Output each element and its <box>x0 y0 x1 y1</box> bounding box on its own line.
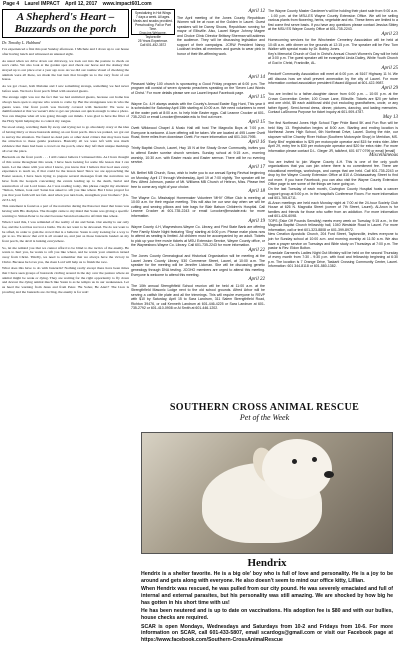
page-header <box>0 0 400 8</box>
article-paragraph: So, let me remind you that we cannot afford to be blind to the tactics of the enemy. He wants to hurt you, he wants to sift you like wheat, and he wants your attention turned away from Christ. Thirdly, we need to remember that we always have the victory in Christ. Because he loves you, the risen Lord will help us to finish the race. <box>2 245 129 264</box>
pet-description <box>141 571 393 646</box>
article-paragraph: As usual when we drive down our driveway, we look out into the pasture to check on son's cattle. We also look at the garden spot and check our horse and the donkey that strayed up to our place over a year ago now. As we did our routine visual of checking the animals were all there, we made the last turn that brought us to the very front of our house. <box>2 58 129 82</box>
pet-name: Hendrix <box>247 557 287 569</box>
events-list-a <box>177 9 265 56</box>
event-item: May 13 The first Northeast Jones High School Tiger Pride Band 5K and Fun Run will be held May 13. Registration begins at 8:00 a.m. Starting and ending location is Northeast Jones High School, 6th Northeast Drive, Laurel. During the ride, our stopover will be Chantry River Hollow (Southern Motorcycle Shop) in Meridian, MS. 'Early Bird' registration is $25 per motorcycle operator and $15 for extra rider. After April 29, entry fee is $30 per motorcycle operator and $20 for extra rider. For more information please contact D.L. Gieger JR, talk/text, 601 677 0799 or email [email] <box>268 114 398 153</box>
event-item: April 18 The Wayne Co. Mississippi Homemaker Volunteer 'MHV' Office Club is meeting at 10:00 a.m. for their regular meeting. This will also be our sew day when we will be cutting and sewing pillows and tote bags for Blair Batson Children's Hospital. Call Leanne Crocker at 601-735-2243 or email Lcrocker@msstate.edu for more information. <box>131 189 265 219</box>
event-item: Al-Anon meetings are held each Monday night at 7:00 at the 24-hour Society Club House at 626 N. Magnolia Street (corner of 7th Street, Laurel). Al-Anon is for families and friends for those who suffer from an addiction. For more information call 601-426-6098. <box>268 200 398 219</box>
article-title-line1: A Shepherd's Heart – <box>16 11 115 23</box>
event-item: Rosedale Garment's Ladies Night Out Ministry will be held on the second Thursday of every month from 7:30 - 9:30 p.m. with food and fellowship beginning at 6:30 p.m. The location is 7 Orange Drive, Taskarti Crossing Community Center, Laurel. Information: 601 344-8118 or 601-580-1382. <box>268 250 398 269</box>
dog-eye-shape <box>312 457 317 462</box>
event-item: April 15 Wayne Co. 4-H always assists with the County's Annual Easter Egg Hunt, This year it is scheduled for Saturday April 15th starting at 10:00 a.m. We need volunteers to meet at the water park at 8:00 a.m. to help hide Easter eggs. Call Leanne Crocker at 601-735-2243 or email Lcrocker@msstate.edu to find out more. <box>131 95 265 120</box>
event-item: April 23 Homecoming services for the Winchester Cemetery Association will be held at 10:45 a.m. with dinner on the grounds at 12:15 p.m. The speaker will be Rev. Tom Walker with special music by Dr. Bobby Jones. <box>268 31 398 52</box>
event-item: TOPS (Take Off Pounds Sensibly) meets every week on Tuesday, 9:15 a.m., in the Magnolia Baptist Church fellowship hall, 1040 Westside Road in Laurel. For more information, call or text 601-323-8808 or 601-399-8972. <box>268 218 398 232</box>
column-shepherds-heart <box>2 9 129 661</box>
article-paragraph: When I read this, I was reminded of the reality of sin and Satan. Our enemy is our only foe, and the Lord has not lost a battle. We do not want to be devoured. We do not want to be sifted, in order to gain the crowd that is a believer. Satan is only looking for a way to get to us. We know that evil is all around us, and just as those buzzards landed on my front porch, the devil is lurking everywhere. <box>2 220 129 243</box>
pet-paragraph: He has been neutered and is up to date on vaccinations. His adoption fee is $80 and with our bullies, house checks are required. <box>141 608 393 621</box>
article-title-line2: Buzzards on the porch <box>14 22 117 35</box>
dog-head-shape <box>262 439 332 499</box>
event-item: April 19 Wayne County 4-H, Waynesboro-Wayne Co. Library, and First State Bank are offering Free Family Movie Night featuring 'Sing' starting at 6:00 p.m. Please make plans now to attend as seating is limited. All children must be accompanied by an adult. Tickets to pick up your free movie tickets at MSU Extension Service, Wayne County office, or the Waynesboro-Wayne Co. Library. Call 601-735-2243 for more information. <box>131 218 265 248</box>
event-item: April 25 Pendorff Community Association will meet at 6:00 p.m. at 5167 Highway 11 N. We will discuss how we shall prevent annexation by the city of Laurel. For more information contact association president Edward Allgood at 601-422-9987. <box>268 65 398 86</box>
article-paragraph: What does this have to do with buzzards? Nothing really except there have been times that I have seen groups of buzzards circling around in the sky over the pasture where an animal might be weak or dying. They are waiting for the right opportunity to fly down and devour the dying animal much like Satan is as he tempts us in our weaknesses. Let us heed the warning from Jesus and from Peter. 'Be Sober, Be Alert!' The Lion is prowling and the buzzards are circling, the enemy is for real! <box>2 266 129 294</box>
article-body <box>2 47 129 294</box>
dog-eye-shape <box>292 459 297 464</box>
event-text: The April meeting of the Jones County Republican Women will be at noon at the Golden in Laurel. Guest speakers will be Danny Shows, Republican running for mayor of Ellisville. Also, Laurel Mayor Johnny Magee and Choice Clinic Director Brittany Sherman will address the audience. They will be discussing legislation and support of their campaigns. JCRW President Nancy Lockhart invites all members and guests to wear pink in honor of their life-affirming work. <box>177 15 265 56</box>
event-item: The Wayne County Master Gardener's will be holding their plant sale from 9:00 a.m. - 1:00 p.m. at the MSU-ES Wayne County Extension Office. We will be selling various plants from flowering, herbs, vegetable and etc. These items are limited to a first come first serve basis. If you have any questions please contact Jessica Sibley at the MSU ES Wayne County Office at 601-735-2243. <box>268 9 398 32</box>
event-item: Key's Memorial Church of God in Christ's Annual Church Women's Day will be held at 3:00 p.m. The guest speaker will be evangelist Linda Dailey, White Youth Church of God in Christ, Frankville, AL. <box>268 51 398 65</box>
site-link[interactable]: www.impact601.com <box>102 1 152 7</box>
article-title-box <box>2 9 129 38</box>
event-item: April 22 The 10th annual Strengthfield School reunion will be held at 11:00 a.m. at the Strengthfield Masonic Lodge next to the old school grounds. Alfred Arbor will be serving a catfish lite plate and all the trimmings. This will require everyone to RSVP with $10 by Saturday, April 15 to Sara Landrum, 311 Salem Strengthfield Road, Richton 39476, or call Kenneth Landrum at 601-446-4225 or Sara Landrum at 601-735-2792 or 601-410-0908 or Al Smith at 601-446-1202. <box>131 277 265 311</box>
event-item: April 14 Pleasant Valley 100 church is sponsoring a Good Friday program at 6:00 p.m. The program will consist of seven dynamic preachers speaking on the 'Seven Last Words of Christ.' For more details please see our Laurel Impact Facebook page. <box>131 75 265 95</box>
shelter-subtitle: Pet of the Week <box>239 413 290 422</box>
dog-nose-shape <box>324 471 334 478</box>
page-number: Page 4 <box>3 1 20 7</box>
event-item: April 29 You are invited to a father-daughter dance from 6:00 p.m. – 10:00 p.m. at the Crown Convention Center, 100 Crown Lane, Ellisville. Tickets are $20 per father and one child, $5 each additional child (not excluding grandfathers, uncle, or any father figure). Semi-formal dress, dinner, pictures, dancing, and lasting memories. Contact LaShonna Purpose for ticket inquiry at 601-909-4787. <box>268 85 398 115</box>
pet-photo <box>141 432 393 554</box>
paper-name: Laurel IMPACT <box>24 1 60 7</box>
event-date: April 12 <box>248 9 265 14</box>
event-item: April 22 The Jones County Genealogical and Historical Organization will be meeting at the Laurel Jones County Library, 530 Commerce Street, Laurel, at 10:00 a.m. The speaker for the meeting will be Jennifer Lickman. She will be discussing genetic genealogy through DNA testing. JCGHO members are urged to attend this meeting. Everyone is welcome to attend this meeting. <box>131 247 265 277</box>
pet-of-week-section <box>131 402 398 662</box>
pet-paragraph: Hendrix is a shelter favorite. He is a big ole' boy who is full of love and personality. He is a joy to be around and gets along with everyone. He also doesn't seem to mind our office kitty, Lillian. <box>141 571 393 584</box>
article-paragraph: Buzzards on the front porch . . . I still cannot believe I witnessed this. As I have thought of this scene throughout this week, I have been looking for some life lesson that I can learn. Let me share with you what I know, you know that I believe that God uses every experience to teach us, if that could be the lesson here! Since we are approaching the Easter season, I have been trying to prepare several messages from the narratives we have from the Gospels concerning the events leading up to the death, burial and resurrection of our Lord Jesus. As I was reading today, this phrase caught my attention: "Simon, Simon, look out! Satan has asked to sift you like wheat. But I have prayed for you that your faith will not fail. And when you turn back, strengthen your brothers." (Lk. 22:31-32) <box>2 155 129 202</box>
article-paragraph: We stood along, watching them fly away and trying not to go absolutely crazy at the idea of having thirty or more buzzards sitting on our front porch. Once we parked, we got out to survey the situation. We found no dead pets or other dead critters that may have been the attraction to these gentle predators. Basically all we were left with was much evidence that there had been a crowd on the porch, since they left their unique markings all over the place. <box>2 125 129 153</box>
event-item: New Creation Apostolic Church, 204 Ford Street, Taylorsville, invites everyone to join for Sunday school at 10:00 a.m. and morning worship at 11:30 a.m. We also have a prayer service on Tuesdays and Bible study on Thursdays at 7:00 p.m. The pastor is Rev. Eldon Bolton. <box>268 232 398 251</box>
event-item: April 15 Ovett Wildwood Chapel & Music Hall will host The Magnolia Boys at 7:00 p.m. Everyone is welcome. A love offering will be taken. We are located at 495 Lower Ovett Road, three miles from downtown Ovett. For more information call 601.344.7995. <box>131 119 265 140</box>
column-events-2 <box>268 9 398 404</box>
pet-paragraph: SCAR is open Mondays, Wednesdays and Saturdays from 10-2 and Fridays from 10-6. For more information on SCAR, call 601-433-5807, email scardogs@gmail.com or visit our Facebook page at https://www.facebook.com/Southern-CrossAnimalRescue <box>141 623 393 643</box>
issue-date: April 12, 2017 <box>64 1 98 7</box>
article-author: Dr. Timothy L. Hubbard <box>2 40 41 46</box>
article-paragraph: This statement is found as a part of the narrative during the Passover meal that Jesus was having with His disciples. The thought came to my mind that Satan was giving a specific warning to Simon Peter to be alert because Satan had asked to sift him like wheat. <box>2 204 129 218</box>
event-item: April 17 Mt. Bethel MB Church, Soso, wish to invite you to our annual Spring Revival beginning on Monday, April 17 through Wednesday, April 19 at 7:00 nightly. The speaker will be Rev. Alfred Johnson, pastor of Mt. Williams MB Church of Hebron, Miss. Please feel free to come any night of your choice. <box>131 164 265 189</box>
pet-paragraph: When Hendrix was rescued, he was pulled from our city pound. He was severely emaciated and full of internal and external parasites, but his personality was still amazing. We are shocked by how big he has gotten in his short time with us! <box>141 586 393 606</box>
event-item: Miscellaneous You are invited to join Wayne County 4-H. This is one of the only youth organizations that you can join where there is no commitment fee. There are educational meetings, workshops, and camps that are held. Call 601-735-2243 or drop by the Wayne County Extension Office at 810 A Chickasawhay Street to find out more. If you have Facebook, you can also visit the Wayne County Extension Office page to see some of the things we have going on. <box>268 153 398 187</box>
event-item <box>177 9 265 56</box>
article-paragraph: As we got closer, both Melanie and I saw something strange, something we had never before seen. We had a front porch filled with assorted guests. <box>2 84 129 93</box>
events-list-b <box>131 75 265 311</box>
event-item: April 16 Trinity Baptist Church, Laurel, Hwy 15 N at the Shady Grove Community, invites you to attend Easter sunrise church services. Sunday school at 9:15 a.m., morning worship, 10:30 a.m. with Easter music and Easter sermon. There will be no evening service. <box>131 139 265 165</box>
article-paragraph: I've experienced a first this past Sunday afternoon. I Michele and I drove up to our house after having lunch and witnessed an unusual sight. <box>2 47 129 57</box>
shelter-title: SOUTHERN CROSS ANIMAL RESCUE <box>169 402 360 413</box>
daycare-ad: Specializing in Hot Wings 7 days a week. All ages. Meals and snacks provided. Preschooling. Fall or Part Time. Drop-ins Welcome. Taylorsville 25 Years Experience. Call 601-452-3572 <box>131 9 175 35</box>
event-item: On the last Tuesday of each month, Covington County Hospital hosts a cancer support group at 5:00 p.m. in the hospital's Conference Room. For more information call 601-765-6711. <box>268 187 398 201</box>
article-paragraph: The strange sight was not the fact that we had uninvited guests, because our home has always been open to anyone who wants to come by. But the strangeness was in who the guests were. Our front porch was literally covered with buzzards! We were so dumbfounded at that we weren't able to get our phones out quick enough to take a photo. You can imagine what all was going through our minds. I was glad to have the filter of the Holy Spirit helping me to control my tongue. <box>2 95 129 123</box>
